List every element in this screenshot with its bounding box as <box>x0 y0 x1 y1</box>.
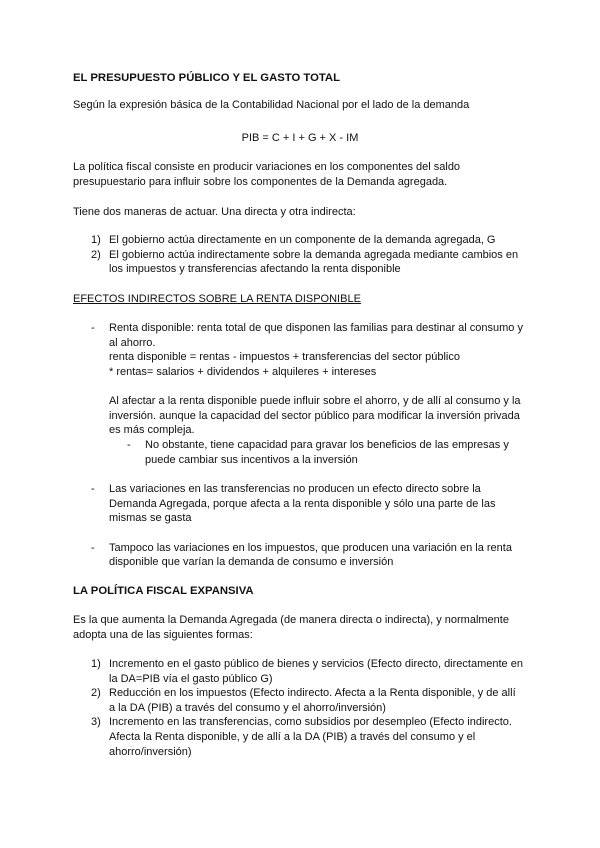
policy-line: La política fiscal consiste en producir variaciones en los componentes del saldo <box>73 161 461 173</box>
expansive-line: Es la que aumenta la Demanda Agregada (de manera directa o indirecta), y normalmente <box>73 614 509 626</box>
policy-line: presupuestario para influir sobre los componentes de la Demanda agregada. <box>73 176 448 188</box>
list-item-text: Afecta la Renta disponible, y de allí a la DA (PIB) a través del consumo y el <box>109 731 476 743</box>
transfer-bullet-line: mismas se gasta <box>109 512 192 524</box>
renta-para-line: Al afectar a la renta disponible puede influir sobre el ahorro, y de allí al consumo y la <box>109 395 521 407</box>
bullet-dash: - <box>91 322 95 334</box>
two-ways-text: Tiene dos maneras de actuar. Una directa y otra indirecta: <box>73 206 356 218</box>
intro-text: Según la expresión básica de la Contabilidad Nacional por el lado de la demanda <box>73 99 470 111</box>
section-title-presupuesto: EL PRESUPUESTO PÚBLICO Y EL GASTO TOTAL <box>73 72 340 84</box>
pib-formula: PIB = C + I + G + X - IM <box>241 132 359 144</box>
list-number: 1) <box>91 234 101 246</box>
list-item-text: El gobierno actúa indirectamente sobre la demanda agregada mediante cambios en <box>109 249 519 261</box>
list-item-text: Incremento en las transferencias, como subsidios por desempleo (Efecto indirecto. <box>109 716 512 728</box>
subsection-title-efectos: EFECTOS INDIRECTOS SOBRE LA RENTA DISPONIBLE <box>73 293 361 305</box>
renta-para-line: inversión. aunque la capacidad del sector público para modificar la inversión privada <box>109 410 520 422</box>
list-item-text: Reducción en los impuestos (Efecto indirecto. Afecta a la Renta disponible, y de allí <box>109 687 516 699</box>
list-number: 1) <box>91 658 101 670</box>
list-item-text: los impuestos y transferencias afectando la renta disponible <box>109 263 401 275</box>
bullet-dash: - <box>91 483 95 495</box>
list-item-text: la DA=PIB vía el gasto público G) <box>109 673 273 685</box>
renta-para-line: es más compleja. <box>109 424 195 436</box>
expansive-line: adopta una de las siguientes formas: <box>73 629 253 641</box>
renta-line: al ahorro. <box>109 337 156 349</box>
tax-bullet-line: Tampoco las variaciones en los impuestos, que producen una variación en la renta <box>109 542 512 554</box>
list-number: 2) <box>91 249 101 261</box>
transfer-bullet-line: Demanda Agregada, porque afecta a la renta disponible y sólo una parte de las <box>109 498 496 510</box>
sub-bullet-text: puede cambiar sus incentivos a la inversión <box>145 454 358 466</box>
list-item-text: a la DA (PIB) a través del consumo y el ahorro/inversión) <box>109 702 386 714</box>
rentas-definition: * rentas= salarios + dividendos + alquileres + intereses <box>109 366 377 378</box>
section-title-expansiva: LA POLÍTICA FISCAL EXPANSIVA <box>73 585 254 597</box>
list-number: 3) <box>91 716 101 728</box>
list-item-text: Incremento en el gasto público de bienes y servicios (Efecto directo, directamente en <box>109 658 523 670</box>
list-item-text: ahorro/inversión) <box>109 746 192 758</box>
sub-bullet-dash: - <box>127 439 131 451</box>
renta-formula: renta disponible = rentas - impuestos + transferencias del sector público <box>109 351 460 363</box>
list-number: 2) <box>91 687 101 699</box>
bullet-dash: - <box>91 542 95 554</box>
transfer-bullet-line: Las variaciones en las transferencias no producen un efecto directo sobre la <box>109 483 481 495</box>
tax-bullet-line: disponible que varían la demanda de consumo e inversión <box>109 556 394 568</box>
renta-line: Renta disponible: renta total de que disponen las familias para destinar al consumo y <box>109 322 523 334</box>
sub-bullet-text: No obstante, tiene capacidad para gravar los beneficios de las empresas y <box>145 439 509 451</box>
list-item-text: El gobierno actúa directamente en un componente de la demanda agregada, G <box>109 234 496 246</box>
